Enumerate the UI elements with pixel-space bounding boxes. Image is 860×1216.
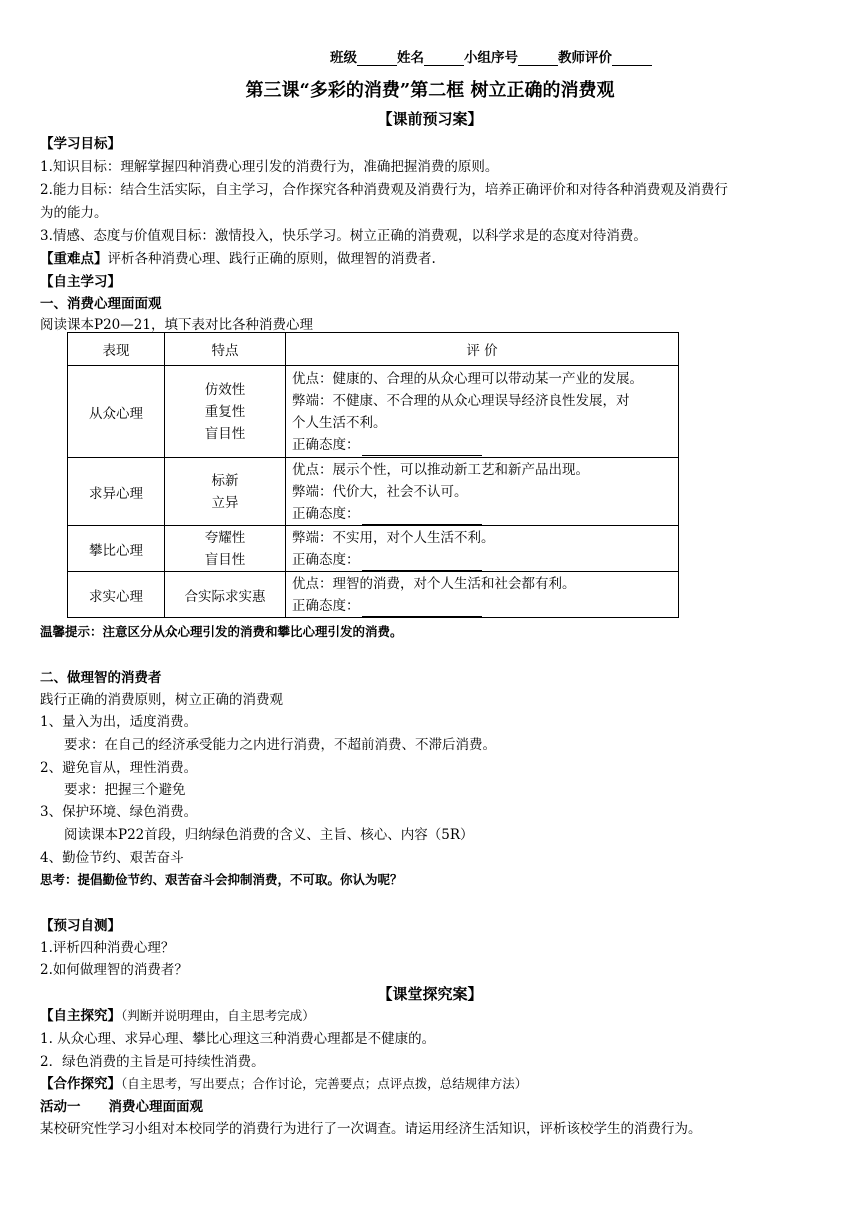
row-features — [165, 366, 286, 458]
principle-2: 2、避免盲从，理性消费。 — [40, 760, 198, 776]
attitude-blank[interactable] — [362, 556, 482, 571]
attitude-label: 正确态度： — [292, 436, 360, 453]
self-explore — [40, 1006, 315, 1026]
attitude-line — [292, 434, 672, 456]
table-header-row — [68, 333, 679, 366]
section-title-preview: 【课前预习案】 — [377, 110, 483, 128]
warm-tip: 温馨提示：注意区分从众心理引发的消费和攀比心理引发的消费。 — [40, 624, 403, 639]
think-question: 思考：提倡勤俭节约、艰苦奋斗会抑制消费，不可取。你认为呢？ — [40, 872, 403, 887]
table-row — [68, 572, 679, 618]
eval-label: 教师评价 — [558, 50, 612, 66]
class-blank[interactable] — [357, 51, 397, 66]
feature: 盲目性 — [204, 425, 246, 442]
key-points-text: 评析各种消费心理、践行正确的原则，做理智的消费者. — [107, 251, 436, 267]
row-evaluation — [286, 458, 679, 526]
principle-4: 4、勤俭节约、艰苦奋斗 — [40, 850, 184, 866]
eval-blank[interactable] — [612, 51, 652, 66]
coop-explore-note: （自主思考，写出要点；合作讨论，完善要点；点评点拨，总结规律方法） — [121, 1076, 528, 1091]
row-evaluation — [286, 526, 679, 572]
goal-3: 3.情感、态度与价值观目标：激情投入，快乐学习。树立正确的消费观，以科学求是的态度对待消费。 — [40, 228, 647, 244]
pretest-q2: 2.如何做理智的消费者？ — [40, 962, 188, 978]
self-explore-note: （判断并说明理由，自主思考完成） — [121, 1008, 315, 1023]
student-info-line — [330, 46, 652, 66]
page-title: 第三课“多彩的消费”第二框 树立正确的消费观 — [245, 80, 615, 101]
coop-explore-label: 【合作探究】 — [40, 1076, 121, 1092]
attitude-line — [292, 549, 672, 571]
key-points-label: 【重难点】 — [40, 251, 108, 267]
eval-line: 个人生活不利。 — [292, 414, 387, 431]
principle-1-req: 要求：在自己的经济承受能力之内进行消费，不超前消费、不滞后消费。 — [64, 737, 496, 753]
self-study-heading: 【自主学习】 — [40, 274, 121, 290]
goal-2-line-b: 为的能力。 — [40, 205, 108, 221]
self-explore-label: 【自主探究】 — [40, 1008, 121, 1024]
consumer-psychology-table — [67, 332, 679, 618]
activity-1-title — [40, 1097, 203, 1117]
explore-statement-1: 1. 从众心理、求异心理、攀比心理这三种消费心理都是不健康的。 — [40, 1031, 436, 1047]
key-points — [40, 249, 436, 269]
name-label: 姓名 — [397, 50, 424, 66]
feature: 夸耀性 — [204, 529, 246, 546]
row-type: 攀比心理 — [68, 526, 165, 572]
table-header: 特点 — [165, 333, 286, 366]
table-row — [68, 366, 679, 458]
attitude-label: 正确态度： — [292, 597, 360, 614]
activity-1-name: 消费心理面面观 — [108, 1099, 203, 1115]
feature: 标新 — [211, 472, 239, 489]
section-title-class: 【课堂探究案】 — [377, 985, 483, 1003]
eval-line: 弊端：代价大，社会不认可。 — [292, 483, 468, 500]
eval-line: 优点：健康的、合理的从众心理可以带动某一产业的发展。 — [292, 370, 643, 387]
row-type: 求实心理 — [68, 572, 165, 618]
row-features — [165, 458, 286, 526]
class-label: 班级 — [330, 50, 357, 66]
row-evaluation — [286, 572, 679, 618]
eval-line: 优点：展示个性，可以推动新工艺和新产品出现。 — [292, 461, 589, 478]
attitude-line — [292, 503, 672, 525]
group-blank[interactable] — [518, 51, 558, 66]
table-header: 表现 — [68, 333, 165, 366]
coop-explore — [40, 1074, 527, 1094]
feature: 仿效性 — [204, 381, 246, 398]
part2-intro: 践行正确的消费原则，树立正确的消费观 — [40, 692, 283, 708]
row-features — [165, 526, 286, 572]
name-blank[interactable] — [424, 51, 464, 66]
goal-2-line-a: 2.能力目标：结合生活实际，自主学习，合作探究各种消费观及消费行为，培养正确评价和对待各种消费观及消费行 — [40, 182, 728, 198]
attitude-blank[interactable] — [362, 510, 482, 525]
row-type: 求异心理 — [68, 458, 165, 526]
activity-1-label: 活动一 — [40, 1099, 81, 1115]
attitude-label: 正确态度： — [292, 505, 360, 522]
explore-statement-2: 2．绿色消费的主旨是可持续性消费。 — [40, 1054, 265, 1070]
row-features — [165, 572, 286, 618]
feature: 重复性 — [204, 403, 246, 420]
feature: 立异 — [211, 494, 239, 511]
goal-1: 1.知识目标：理解掌握四种消费心理引发的消费行为，准确把握消费的原则。 — [40, 159, 499, 175]
eval-line: 弊端：不实用，对个人生活不利。 — [292, 529, 495, 546]
part1-title: 一、消费心理面面观 — [40, 296, 162, 312]
goals-heading: 【学习目标】 — [40, 136, 121, 152]
group-label: 小组序号 — [464, 50, 518, 66]
attitude-line — [292, 595, 672, 617]
attitude-blank[interactable] — [362, 602, 482, 617]
eval-line: 弊端：不健康、不合理的从众心理误导经济良性发展，对 — [292, 392, 630, 409]
pretest-q1: 1.评析四种消费心理？ — [40, 940, 175, 956]
part2-title: 二、做理智的消费者 — [40, 670, 162, 686]
table-header: 评 价 — [286, 333, 679, 366]
row-evaluation — [286, 366, 679, 458]
principle-2-req: 要求：把握三个避免 — [64, 782, 186, 798]
table-row — [68, 458, 679, 526]
feature: 盲目性 — [204, 551, 246, 568]
eval-line: 优点：理智的消费，对个人生活和社会都有利。 — [292, 575, 576, 592]
table-row — [68, 526, 679, 572]
pretest-heading: 【预习自测】 — [40, 918, 121, 934]
principle-1: 1、量入为出，适度消费。 — [40, 714, 198, 730]
activity-1-text: 某校研究性学习小组对本校同学的消费行为进行了一次调查。请运用经济生活知识，评析该校学生的消费行为。 — [40, 1121, 702, 1137]
attitude-blank[interactable] — [362, 441, 482, 456]
part1-intro: 阅读课本P20—21，填下表对比各种消费心理 — [40, 317, 313, 333]
principle-3-req: 阅读课本P22首段，归纳绿色消费的含义、主旨、核心、内容（5R） — [64, 827, 474, 843]
attitude-label: 正确态度： — [292, 551, 360, 568]
feature: 合实际求实惠 — [184, 588, 266, 605]
row-type: 从众心理 — [68, 366, 165, 458]
principle-3: 3、保护环境、绿色消费。 — [40, 804, 198, 820]
